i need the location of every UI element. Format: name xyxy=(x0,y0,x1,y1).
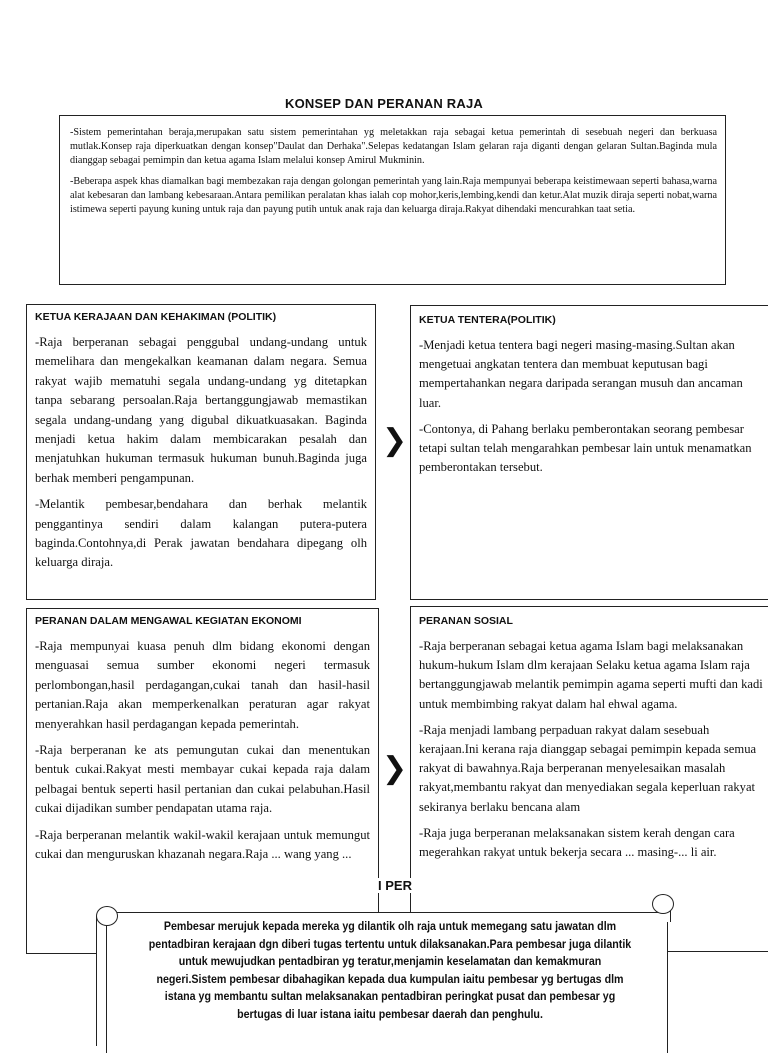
sosial-paragraph-1: -Raja berperanan sebagai ketua agama Islam bagi melaksanakan hukum-hukum Islam dlm kerajaan Selaku ketua agama Islam raja bertanggungjawab melantik pemimpin agama seperti mufti dan kadi untuk membimbing rakyat dalam hal ehwal agama. xyxy=(419,639,763,711)
ekonomi-paragraph-3: -Raja berperanan melantik wakil-wakil kerajaan untuk memungut cukai dan menguruskan khazanah negara.Raja ... wang yang ... xyxy=(35,827,370,862)
politik-paragraph-2: -Melantik pembesar,bendahara dan berhak melantik penggantinya sendiri dalam kalangan putera-putera baginda.Contohnya,di Perak jawatan bendahara dipegang olh keluarga diraja. xyxy=(35,497,367,570)
scroll-banner xyxy=(96,900,674,1040)
politik-paragraph-1: -Raja berperanan sebagai penggubal undang-undang untuk memelihara dan mengekalkan keamanan dalam negara. Semua rakyat wajib mematuhi segala undang-undang yg ditetapkan tanpa sebarang persoalan.Raja bertanggungjawab memastikan segala undang-undang yang digubal dikuatkuasakan. Baginda menjadi ketua hakim dalam membicarakan pesalah dan menjatuhkan hukuman termasuk hukuman bunuh.Baginda juga berhak memberi pengampunan. xyxy=(35,335,367,485)
ekonomi-heading: PERANAN DALAM MENGAWAL KEGIATAN EKONOMI xyxy=(35,615,302,627)
chevron-right-icon: ❯ xyxy=(382,751,408,786)
tentera-heading: KETUA TENTERA(POLITIK) xyxy=(419,314,556,326)
intro-paragraph-1: -Sistem pemerintahan beraja,merupakan satu sistem pemerintahan yg meletakkan raja sebagai ketua pemerintah di sesebuah negeri dan berkuasa mutlak.Konsep raja diperkuatkan dengan konsep"Daulat dan Derhaka".Selepas kedatangan Islam gelaran raja diganti dengan gelaran Sultan.Baginda mula dianggap sebagai pemimpin dan ketua agama Islam melalui konsep Amirul Mukminin. xyxy=(70,127,717,166)
politik-heading: KETUA KERAJAAN DAN KEHAKIMAN (POLITIK) xyxy=(35,311,277,323)
sosial-paragraph-2: -Raja menjadi lambang perpaduan rakyat dalam sesebuah kerajaan.Ini kerana raja dianggap sebagai pemimpin kepada semua rakyat di bawahnya.Raja berperanan menyelesaikan masalah rakyat,membantu rakyat dan menyediakan segala keperluan rakyat sekiranya berlaku bencana alam xyxy=(419,722,757,814)
intro-box xyxy=(59,115,726,285)
chevron-right-icon: ❯ xyxy=(382,423,408,458)
ekonomi-paragraph-2: -Raja berperanan ke ats pemungutan cukai dan menentukan bentuk cukai.Rakyat mesti membayar cukai kepada raja dalam pelbagai bentuk seperti hasil pertanian dan cukai pelabuhan.Hasil cukai dijadikan sumber pendapatan utama raja. xyxy=(35,743,370,816)
tentera-paragraph-1: -Menjadi ketua tentera bagi negeri masing-masing.Sultan akan mengetuai angkatan tentera dan membuat keputusan bagi mempertahankan negara daripada serangan musuh dan ancaman luar. xyxy=(419,338,743,410)
scroll-curl-left-icon xyxy=(96,906,118,926)
tentera-box xyxy=(410,305,768,600)
hidden-heading-fragment: I PER xyxy=(378,878,412,893)
ekonomi-paragraph-1: -Raja mempunyai kuasa penuh dlm bidang ekonomi dengan menguasai semua sumber ekonomi negeri termasuk perlombongan,hasil perdagangan,cukai tanah dan hasil-hasil pertanian.Raja akan memperkenalkan peraturan agar rakyat menyerahkan hasil perdagangan kepada pemerintah. xyxy=(35,639,370,731)
intro-paragraph-2: -Beberapa aspek khas diamalkan bagi membezakan raja dengan golongan pemerintah yang lain.Raja mempunyai beberapa keistimewaan seperti bahasa,warna alat kebesaran dan lambang kebesaraan.Antara pemilikan peralatan khas ialah cop mohor,keris,lembing,kendi dan ketur.Alat muzik diraja seperti nobat,warna istimewa seperti payung kuning untuk raja dan payung putih untuk anak raja dan keluarga diraja.Rakyat dihendaki mencurahkan taat setia. xyxy=(70,176,717,215)
scroll-banner-text: Pembesar merujuk kepada mereka yg dilantik olh raja untuk memegang satu jawatan dlm pentadbiran kerajaan dgn diberi tugas tertentu untuk dilaksanakan.Para pembesar juga dilantik untuk mewujudkan pentadbiran yg teratur,menjamin keselamatan dan kemakmuran negeri.Sistem pembesar dibahagikan kepada dua kumpulan iaitu pembesar yg bertugas dlm istana yg membantu sultan melaksanakan pentadbiran peringkat pusat dan pembesar yg bertugas di luar istana iaitu pembesar daerah dan penghulu. xyxy=(148,920,632,1021)
sosial-heading: PERANAN SOSIAL xyxy=(419,615,513,627)
tentera-paragraph-2: -Contonya, di Pahang berlaku pemberontakan seorang pembesar tetapi sultan telah mengarahkan pembesar lain untuk menamatkan pemberontakan tersebut. xyxy=(419,421,752,475)
politik-box xyxy=(26,304,376,600)
sosial-paragraph-3: -Raja juga berperanan melaksanakan sistem kerah dengan cara megerahkan rakyat untuk bekerja secara ... masing-... li air. xyxy=(419,825,735,860)
page-title: KONSEP DAN PERANAN RAJA xyxy=(285,96,483,111)
scroll-curl-right-icon xyxy=(652,894,674,914)
